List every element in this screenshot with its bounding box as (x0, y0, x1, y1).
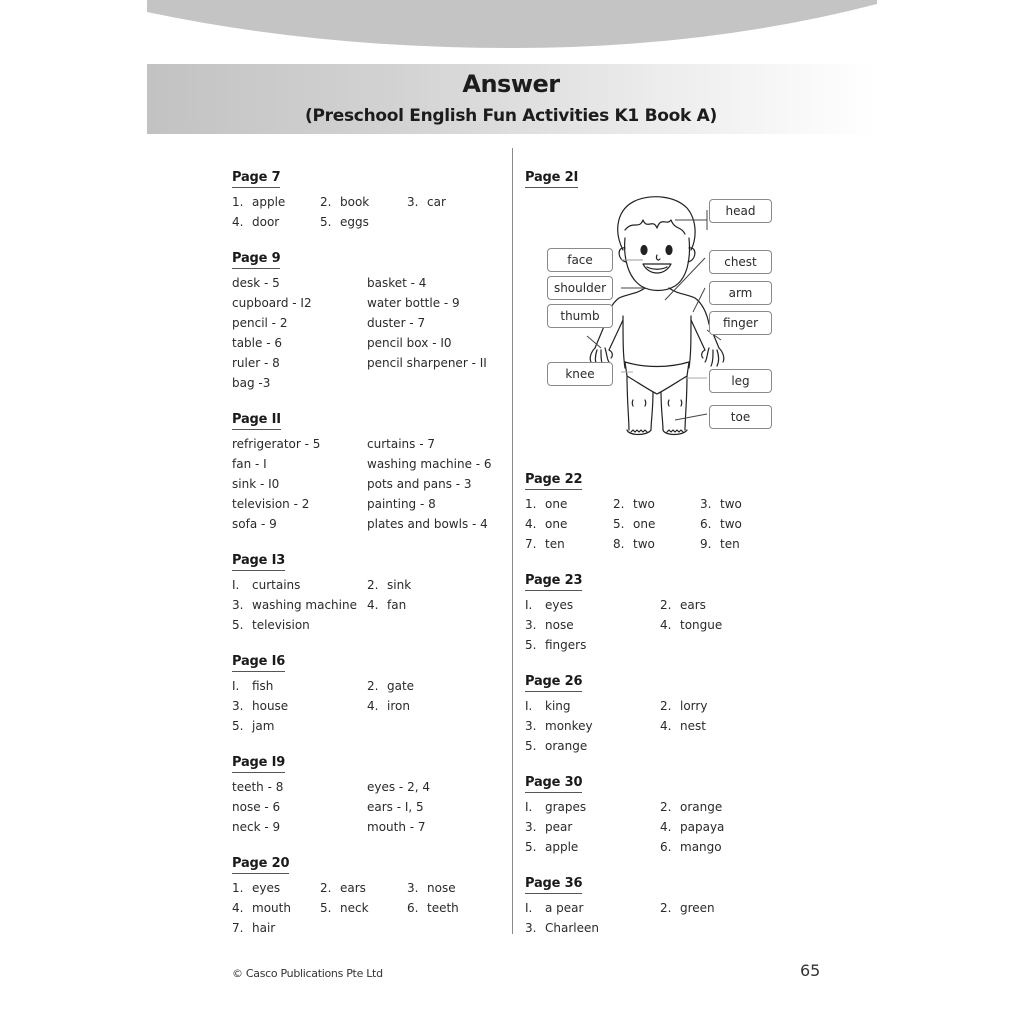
answer-item (232, 878, 280, 898)
label-toe: toe (709, 405, 772, 429)
answer-row (232, 313, 426, 333)
item-number: 2. (320, 881, 332, 895)
section-heading: Page 30 (525, 775, 582, 793)
answer-row (232, 595, 407, 615)
answer-section (525, 468, 742, 554)
label-shoulder: shoulder (547, 276, 613, 300)
answer-item: desk - 5 (232, 276, 280, 290)
item-answer: one (545, 497, 568, 511)
item-answer: car (427, 195, 446, 209)
answer-section (232, 166, 446, 232)
answer-item (407, 878, 456, 898)
answer-row (232, 212, 369, 232)
answer-section (232, 751, 430, 837)
answer-row (232, 918, 289, 938)
answer-row (232, 494, 436, 514)
answer-item (232, 575, 300, 595)
item-answer: papaya (680, 820, 725, 834)
item-number: 1. (232, 195, 244, 209)
answer-item: refrigerator - 5 (232, 437, 321, 451)
answer-row (232, 615, 310, 635)
label-head: head (709, 199, 772, 223)
answer-item (660, 615, 722, 635)
item-number: 3. (525, 820, 537, 834)
label-thumb: thumb (547, 304, 613, 328)
page-subtitle: (Preschool English Fun Activities K1 Book A) (305, 106, 717, 126)
item-number: 7. (525, 537, 537, 551)
item-number: 3. (700, 497, 712, 511)
answer-item (700, 534, 740, 554)
answer-row (232, 514, 488, 534)
answer-rows (232, 575, 412, 635)
answer-item (613, 534, 655, 554)
answer-row (525, 696, 708, 716)
answer-item: plates and bowls - 4 (367, 517, 488, 531)
item-answer: grapes (545, 800, 587, 814)
decorative-arc (147, 0, 877, 48)
item-answer: two (720, 497, 742, 511)
item-number: 4. (232, 901, 244, 915)
item-answer: television (252, 618, 310, 632)
item-answer: fingers (545, 638, 587, 652)
item-number: 5. (525, 638, 537, 652)
item-answer: orange (680, 800, 723, 814)
item-number: 4. (525, 517, 537, 531)
answer-item (232, 716, 274, 736)
item-number: 7. (232, 921, 244, 935)
item-answer: iron (387, 699, 410, 713)
item-answer: apple (545, 840, 579, 854)
section-heading: Page 7 (232, 170, 280, 188)
answer-item (660, 797, 722, 817)
section-heading: Page 23 (525, 573, 582, 591)
answer-item: painting - 8 (367, 497, 436, 511)
item-number: 5. (525, 739, 537, 753)
item-answer: king (545, 699, 571, 713)
item-answer: washing machine (252, 598, 357, 612)
item-answer: sink (387, 578, 412, 592)
item-number: 4. (367, 598, 379, 612)
answer-rows (525, 595, 723, 655)
answer-row (232, 797, 424, 817)
answer-row (232, 373, 280, 393)
item-answer: pear (545, 820, 573, 834)
item-number: 5. (232, 719, 244, 733)
item-number: 3. (525, 719, 537, 733)
section-heading: Page I9 (232, 755, 285, 773)
item-answer: book (340, 195, 370, 209)
label-arm: arm (709, 281, 772, 305)
answer-rows (232, 676, 415, 736)
item-number: 6. (407, 901, 419, 915)
item-answer: fish (252, 679, 274, 693)
answer-item: ruler - 8 (232, 356, 280, 370)
item-answer: a pear (545, 901, 584, 915)
answer-row (232, 434, 435, 454)
item-number: 6. (700, 517, 712, 531)
answer-section (525, 569, 723, 655)
answer-row (525, 817, 725, 837)
answer-row (232, 192, 446, 212)
answer-section (232, 549, 412, 635)
item-number: 3. (232, 699, 244, 713)
answer-item: basket - 4 (367, 276, 427, 290)
answer-row (525, 615, 723, 635)
item-answer: gate (387, 679, 415, 693)
answer-row (232, 898, 459, 918)
answer-item (525, 797, 586, 817)
item-answer: ears (680, 598, 706, 612)
answer-row (232, 676, 415, 696)
answer-rows (525, 696, 708, 756)
answer-item: duster - 7 (367, 316, 426, 330)
answer-item: table - 6 (232, 336, 282, 350)
answer-item: neck - 9 (232, 820, 281, 834)
answer-item: washing machine - 6 (367, 457, 492, 471)
answer-item (232, 696, 288, 716)
item-number: 4. (367, 699, 379, 713)
answer-item: fan - I (232, 457, 267, 471)
answer-item (660, 898, 715, 918)
answer-row (232, 696, 410, 716)
answer-item: bag -3 (232, 376, 271, 390)
answer-item (407, 898, 459, 918)
item-number: 4. (660, 618, 672, 632)
answer-row (232, 777, 430, 797)
answer-item (525, 696, 571, 716)
answer-row (525, 716, 706, 736)
answer-row (525, 797, 723, 817)
answer-row (525, 514, 742, 534)
item-answer: eyes (252, 881, 281, 895)
item-answer: two (633, 537, 655, 551)
copyright-notice: © Casco Publications Pte Ltd (232, 967, 383, 980)
item-answer: mango (680, 840, 722, 854)
answer-section (232, 247, 487, 393)
answer-item (613, 494, 655, 514)
item-number: 8. (613, 537, 625, 551)
answer-item: ears - I, 5 (367, 800, 424, 814)
item-number: 2. (660, 598, 672, 612)
answer-item (232, 212, 279, 232)
answer-row (525, 635, 587, 655)
item-number: 2. (320, 195, 332, 209)
answer-item (232, 615, 310, 635)
item-number: 2. (367, 578, 379, 592)
item-answer: one (545, 517, 568, 531)
item-answer: house (252, 699, 289, 713)
item-answer: fan (387, 598, 407, 612)
item-number: 2. (367, 679, 379, 693)
answer-rows (232, 777, 430, 837)
answer-row (525, 736, 588, 756)
label-knee: knee (547, 362, 613, 386)
answer-rows (525, 797, 725, 857)
item-answer: monkey (545, 719, 593, 733)
label-finger: finger (709, 311, 772, 335)
item-number: I. (232, 578, 240, 592)
answer-item (660, 595, 706, 615)
answer-rows (525, 898, 715, 938)
answer-item (700, 494, 742, 514)
answer-item (525, 635, 586, 655)
section-heading: Page 2I (525, 170, 578, 188)
item-answer: two (633, 497, 655, 511)
answer-item (700, 514, 742, 534)
label-chest: chest (709, 250, 772, 274)
answer-item (525, 736, 587, 756)
item-number: 3. (407, 881, 419, 895)
answer-item: sink - I0 (232, 477, 280, 491)
answer-item (367, 595, 406, 615)
item-number: 5. (525, 840, 537, 854)
item-number: 3. (407, 195, 419, 209)
answer-row (232, 273, 427, 293)
answer-section (525, 771, 725, 857)
answer-item (525, 898, 583, 918)
answer-item (407, 192, 446, 212)
answer-item: mouth - 7 (367, 820, 426, 834)
item-number: 5. (320, 901, 332, 915)
item-number: 9. (700, 537, 712, 551)
answer-item: eyes - 2, 4 (367, 780, 430, 794)
answer-section (232, 408, 492, 534)
item-answer: tongue (680, 618, 723, 632)
item-number: 4. (660, 719, 672, 733)
answer-item: curtains - 7 (367, 437, 435, 451)
answer-item (525, 716, 593, 736)
answer-row (232, 575, 412, 595)
item-number: 2. (660, 800, 672, 814)
answer-item (525, 837, 578, 857)
item-number: 4. (232, 215, 244, 229)
answer-row (232, 878, 456, 898)
answer-item (367, 696, 410, 716)
answer-row (232, 817, 426, 837)
answer-item: water bottle - 9 (367, 296, 460, 310)
item-answer: two (720, 517, 742, 531)
answer-header-banner (147, 64, 875, 134)
section-heading: Page II (232, 412, 281, 430)
answer-row (232, 353, 487, 373)
answer-item (367, 575, 411, 595)
item-answer: ears (340, 881, 366, 895)
item-number: 3. (525, 921, 537, 935)
label-leg: leg (709, 369, 772, 393)
item-answer: green (680, 901, 715, 915)
answer-section (525, 872, 715, 938)
item-answer: neck (340, 901, 369, 915)
answer-section (525, 670, 708, 756)
answer-row (232, 474, 472, 494)
item-answer: lorry (680, 699, 708, 713)
answer-item (660, 837, 722, 857)
answer-row (525, 595, 706, 615)
section-heading: Page I6 (232, 654, 285, 672)
item-answer: ten (720, 537, 740, 551)
answer-item (320, 212, 369, 232)
section-heading: Page 36 (525, 876, 582, 894)
label-face: face (547, 248, 613, 272)
item-number: I. (232, 679, 240, 693)
item-answer: one (633, 517, 656, 531)
item-number: 5. (613, 517, 625, 531)
item-answer: eyes (545, 598, 574, 612)
answer-item: cupboard - I2 (232, 296, 312, 310)
item-answer: teeth (427, 901, 459, 915)
answer-section (232, 650, 415, 736)
answer-item (232, 595, 357, 615)
item-answer: nose (545, 618, 574, 632)
answer-item (320, 898, 369, 918)
item-number: 6. (660, 840, 672, 854)
item-number: 1. (232, 881, 244, 895)
answer-row (525, 494, 742, 514)
page-title: Answer (462, 70, 560, 98)
item-answer: hair (252, 921, 276, 935)
answer-rows (232, 192, 446, 232)
answer-item: pencil sharpener - II (367, 356, 487, 370)
item-answer: nose (427, 881, 456, 895)
answer-item (525, 615, 574, 635)
answer-item (232, 898, 291, 918)
page-number: 65 (800, 961, 821, 980)
answer-item (232, 918, 275, 938)
answer-rows (232, 273, 487, 393)
answer-item (525, 514, 567, 534)
answer-rows (525, 494, 742, 554)
answer-item: television - 2 (232, 497, 310, 511)
item-number: 2. (660, 901, 672, 915)
answer-item (613, 514, 655, 534)
answer-row (525, 918, 599, 938)
item-number: 2. (613, 497, 625, 511)
answer-row (232, 293, 460, 313)
section-heading: Page 22 (525, 472, 582, 490)
answer-item (525, 494, 567, 514)
answer-item (320, 192, 369, 212)
item-number: I. (525, 901, 533, 915)
item-answer: jam (252, 719, 275, 733)
section-heading: Page I3 (232, 553, 285, 571)
answer-item (525, 534, 565, 554)
item-number: 2. (660, 699, 672, 713)
answer-section (232, 852, 459, 938)
item-answer: door (252, 215, 280, 229)
answer-rows (232, 878, 459, 938)
hair (618, 197, 695, 250)
item-number: 3. (232, 598, 244, 612)
answer-item (232, 676, 273, 696)
answer-item: pencil box - I0 (367, 336, 452, 350)
item-answer: Charleen (545, 921, 599, 935)
column-divider (512, 148, 513, 934)
section-heading: Page 9 (232, 251, 280, 269)
item-number: 5. (320, 215, 332, 229)
answer-item (367, 676, 414, 696)
item-answer: apple (252, 195, 286, 209)
answer-item (525, 595, 573, 615)
answer-item: teeth - 8 (232, 780, 284, 794)
answer-section-page-21 (525, 166, 578, 188)
item-number: 1. (525, 497, 537, 511)
answer-row (525, 837, 722, 857)
item-number: 5. (232, 618, 244, 632)
answer-item (660, 696, 707, 716)
answer-row (232, 333, 452, 353)
answer-item (660, 817, 724, 837)
item-number: I. (525, 699, 533, 713)
toe-pointer (675, 414, 707, 420)
answer-item: pots and pans - 3 (367, 477, 472, 491)
answer-item (660, 716, 706, 736)
answer-item: sofa - 9 (232, 517, 277, 531)
item-number: I. (525, 800, 533, 814)
item-number: 4. (660, 820, 672, 834)
section-heading: Page 20 (232, 856, 289, 874)
answer-item: nose - 6 (232, 800, 281, 814)
answer-item: pencil - 2 (232, 316, 288, 330)
item-answer: ten (545, 537, 565, 551)
answer-item (320, 878, 366, 898)
item-number: I. (525, 598, 533, 612)
answer-row (232, 716, 285, 736)
item-answer: curtains (252, 578, 301, 592)
answer-item (232, 192, 285, 212)
answer-row (525, 898, 715, 918)
item-answer: orange (545, 739, 588, 753)
section-heading: Page 26 (525, 674, 582, 692)
answer-rows (232, 434, 492, 534)
answer-row (232, 454, 492, 474)
answer-item (525, 817, 572, 837)
item-answer: mouth (252, 901, 291, 915)
item-answer: nest (680, 719, 706, 733)
answer-row (525, 534, 740, 554)
answer-item (525, 918, 599, 938)
item-answer: eggs (340, 215, 369, 229)
item-number: 3. (525, 618, 537, 632)
